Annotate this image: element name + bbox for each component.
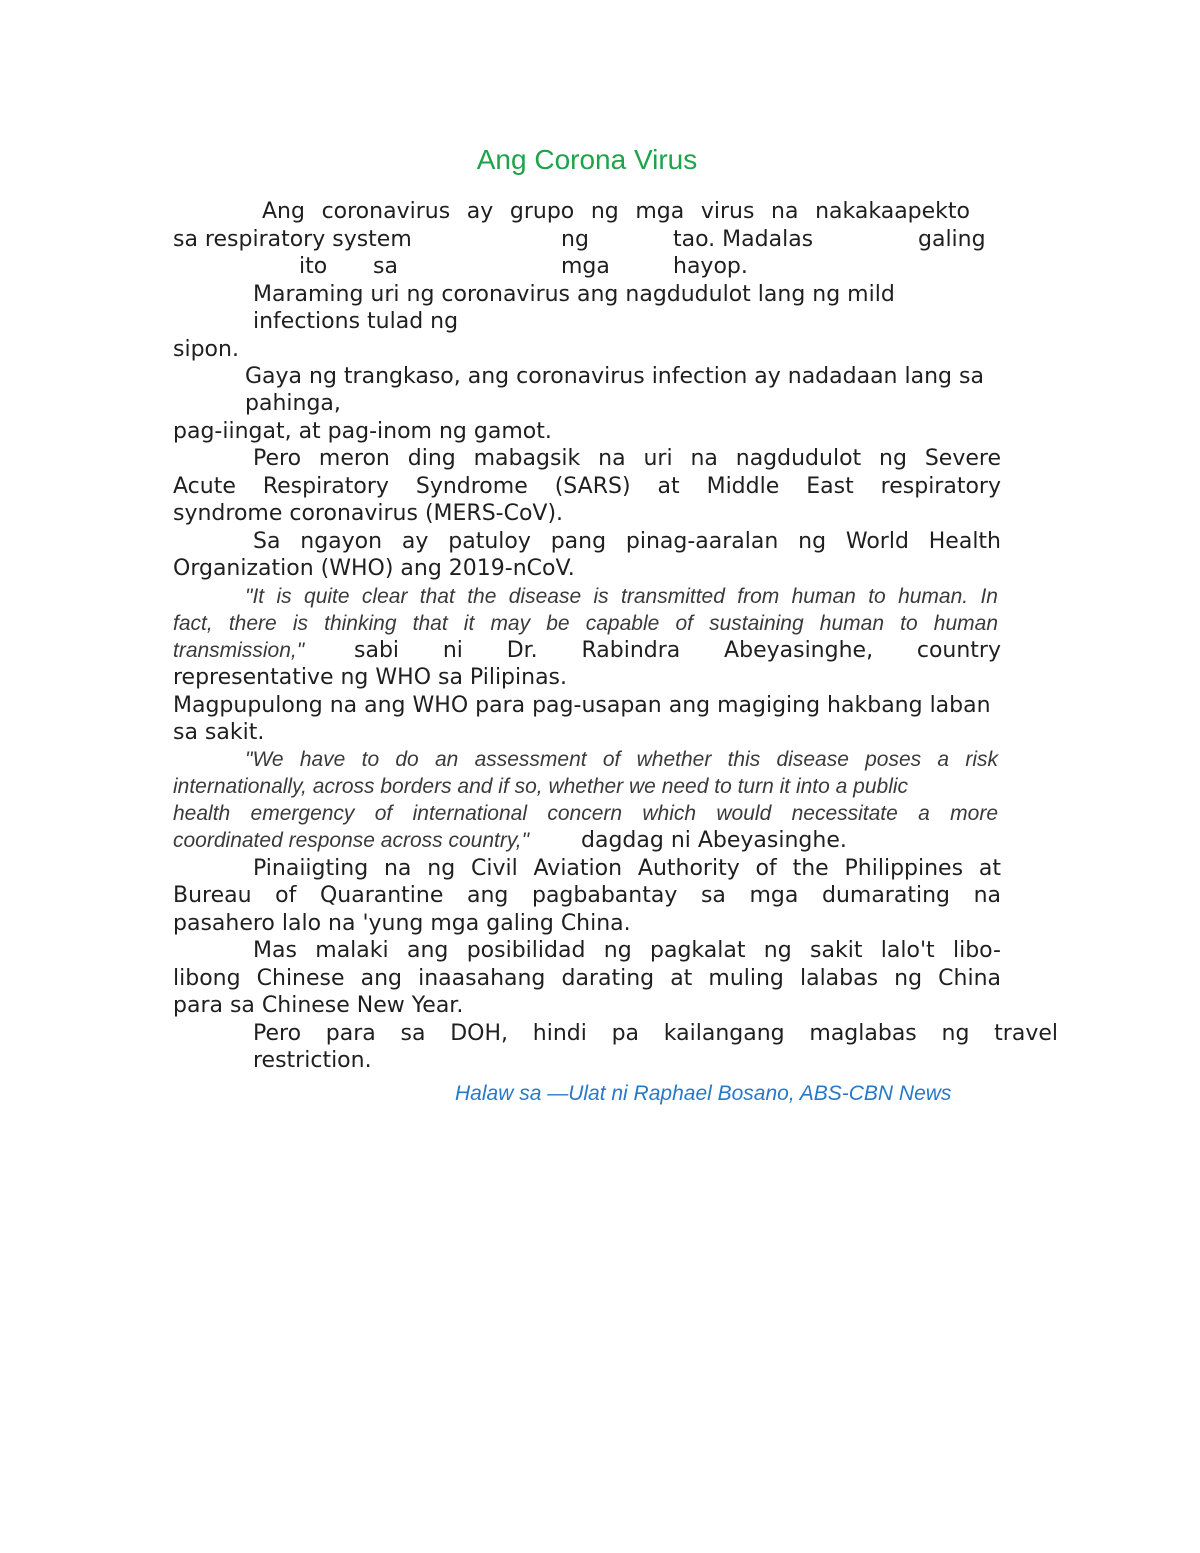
quote-2-line-3: health emergency of international concern which would necessitate a more xyxy=(173,802,998,825)
paragraph-2-line-2: infections tulad ng xyxy=(253,309,459,334)
paragraph-2-line-3: sipon. xyxy=(173,337,239,362)
paragraph-2-line-1: Maraming uri ng coronavirus ang nagdudulot lang ng mild xyxy=(253,282,895,307)
quote-2-line-2: internationally, across borders and if so, whether we need to turn it into a public xyxy=(173,775,909,798)
word: sa respiratory system xyxy=(173,227,412,252)
paragraph-4-line-2: Acute Respiratory Syndrome (SARS) at Middle East respiratory xyxy=(173,474,1001,499)
quote-1-attribution: sabi ni Dr. Rabindra Abeyasinghe, country xyxy=(354,638,1001,663)
document-title: Ang Corona Virus xyxy=(476,144,698,175)
paragraph-8-line-3: para sa Chinese New Year. xyxy=(173,993,464,1018)
paragraph-8-line-1: Mas malaki ang posibilidad ng pagkalat ng sakit lalo't libo- xyxy=(253,938,1001,963)
paragraph-3-line-3: pag-iingat, at pag-inom ng gamot. xyxy=(173,419,552,444)
quote-1-line-3 xyxy=(173,637,1001,664)
paragraph-1-line-1: Ang coronavirus ay grupo ng mga virus na nakakaapekto xyxy=(262,199,970,224)
paragraph-6-line-1: Magpupulong na ang WHO para pag-usapan ang magiging hakbang laban xyxy=(173,693,991,718)
quote-2-attribution: dagdag ni Abeyasinghe. xyxy=(581,828,847,853)
word: ito xyxy=(299,254,328,279)
paragraph-4-line-1: Pero meron ding mabagsik na uri na nagdudulot ng Severe xyxy=(253,446,1001,471)
paragraph-8-line-2: libong Chinese ang inaasahang darating at muling lalabas ng China xyxy=(173,966,1001,991)
quote-2-quoted-text: coordinated response across country," xyxy=(173,829,530,852)
source-citation: Halaw sa —Ulat ni Raphael Bosano, ABS-CBN News xyxy=(455,1082,952,1105)
paragraph-5-line-1: Sa ngayon ay patuloy pang pinag-aaralan ng World Health xyxy=(253,529,1001,554)
paragraph-3-line-2: pahinga, xyxy=(245,391,341,416)
paragraph-7-line-1: Pinaiigting na ng Civil Aviation Authority of the Philippines at xyxy=(253,856,1001,881)
word: mga xyxy=(561,254,610,279)
paragraph-1-line-2 xyxy=(173,226,1003,253)
paragraph-5-line-2: Organization (WHO) ang 2019-nCoV. xyxy=(173,556,575,581)
quote-2-line-4 xyxy=(173,827,1001,854)
quote-1-line-1: "It is quite clear that the disease is transmitted from human to human. In xyxy=(245,585,998,608)
word: hayop. xyxy=(673,254,748,279)
paragraph-9-line-2: restriction. xyxy=(253,1048,372,1073)
paragraph-4-line-3: syndrome coronavirus (MERS-CoV). xyxy=(173,501,564,526)
quote-1-quoted-text: transmission," xyxy=(173,639,305,662)
word: ng xyxy=(561,227,589,252)
paragraph-1-line-3 xyxy=(173,253,1003,280)
paragraph-7-line-3: pasahero lalo na 'yung mga galing China. xyxy=(173,911,631,936)
word: sa xyxy=(373,254,398,279)
paragraph-9-line-1: Pero para sa DOH, hindi pa kailangang maglabas ng travel xyxy=(253,1021,1058,1046)
word: tao. Madalas xyxy=(673,227,814,252)
quote-1-line-2: fact, there is thinking that it may be capable of sustaining human to human xyxy=(173,612,998,635)
word: galing xyxy=(918,227,986,252)
quote-1-line-4: representative ng WHO sa Pilipinas. xyxy=(173,665,568,690)
paragraph-6-line-2: sa sakit. xyxy=(173,720,265,745)
quote-2-line-1: "We have to do an assessment of whether this disease poses a risk xyxy=(245,748,998,771)
paragraph-3-line-1: Gaya ng trangkaso, ang coronavirus infection ay nadadaan lang sa xyxy=(245,364,984,389)
paragraph-7-line-2: Bureau of Quarantine ang pagbabantay sa mga dumarating na xyxy=(173,883,1001,908)
